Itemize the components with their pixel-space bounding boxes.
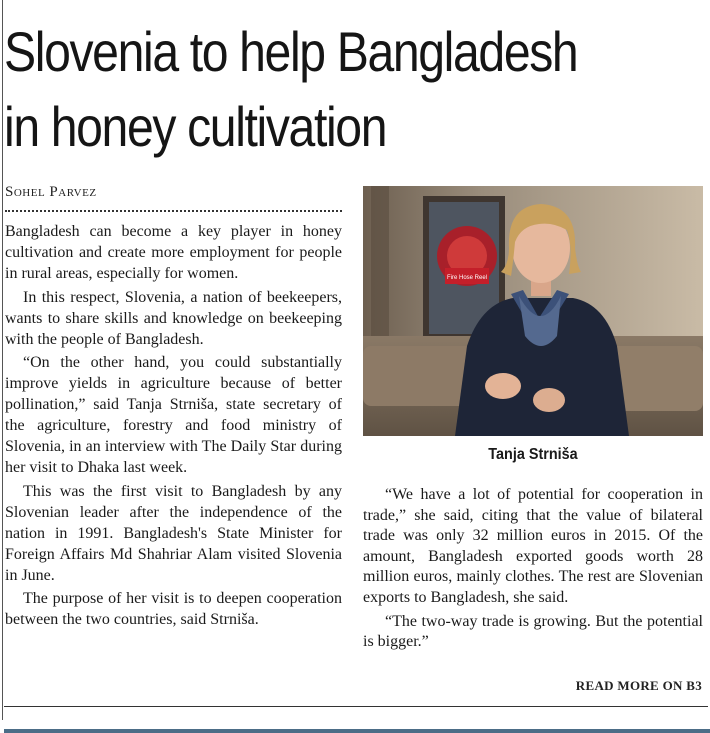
headline-line-1: Slovenia to help Bangladesh: [4, 20, 578, 83]
paragraph: “The two-way trade is growing. But the potential is bigger.”: [363, 612, 703, 651]
paragraph: “On the other hand, you could substantially improve yields in agriculture because of better pollination,” said Tanja Strniša, state secretary of the agriculture, forestry and food ministry of Slovenia, in an interview with The Daily Star during her visit to Dhaka last week.: [5, 354, 342, 476]
left-column-rule: [2, 0, 3, 720]
bottom-rule: [4, 706, 708, 707]
fire-hose-sign-text: Fire Hose Reel: [446, 275, 488, 281]
paragraph: “We have a lot of potential for cooperation in trade,” she said, citing that the value of bilateral trade was only 32 million euros in 2015. Of the amount, Bangladesh exported goods worth 28 million euros, mainly clothes. The rest are Slovenian exports to Bangladesh, she said.: [363, 486, 703, 606]
paragraph: In this respect, Slovenia, a nation of beekeepers, wants to share skills and knowledge on beekeeping with the people of Bangladesh.: [5, 288, 342, 348]
headline: [4, 14, 606, 164]
paragraph: Bangladesh can become a key player in honey cultivation and create more employment for people in rural areas, especially for women.: [5, 223, 342, 282]
byline: Sohel Parvez: [5, 184, 97, 200]
read-more-link[interactable]: READ MORE ON B3: [575, 678, 702, 693]
portrait-photo: [363, 186, 703, 436]
article-body-right: [363, 485, 703, 656]
headline-line-2: in honey cultivation: [4, 95, 387, 158]
paragraph: This was the first visit to Bangladesh by any Slovenian leader after the independence of the nation in 1991. Bangladesh's State Minister for Foreign Affairs Md Shahriar Alam visited Slovenia in June.: [5, 482, 342, 584]
bottom-color-bar: [4, 729, 710, 733]
paragraph: The purpose of her visit is to deepen cooperation between the two countries, said Strniša.: [5, 590, 342, 629]
photo-caption: Tanja Strniša: [488, 446, 578, 463]
byline-divider: [5, 210, 342, 212]
article-body-left: [5, 222, 342, 634]
